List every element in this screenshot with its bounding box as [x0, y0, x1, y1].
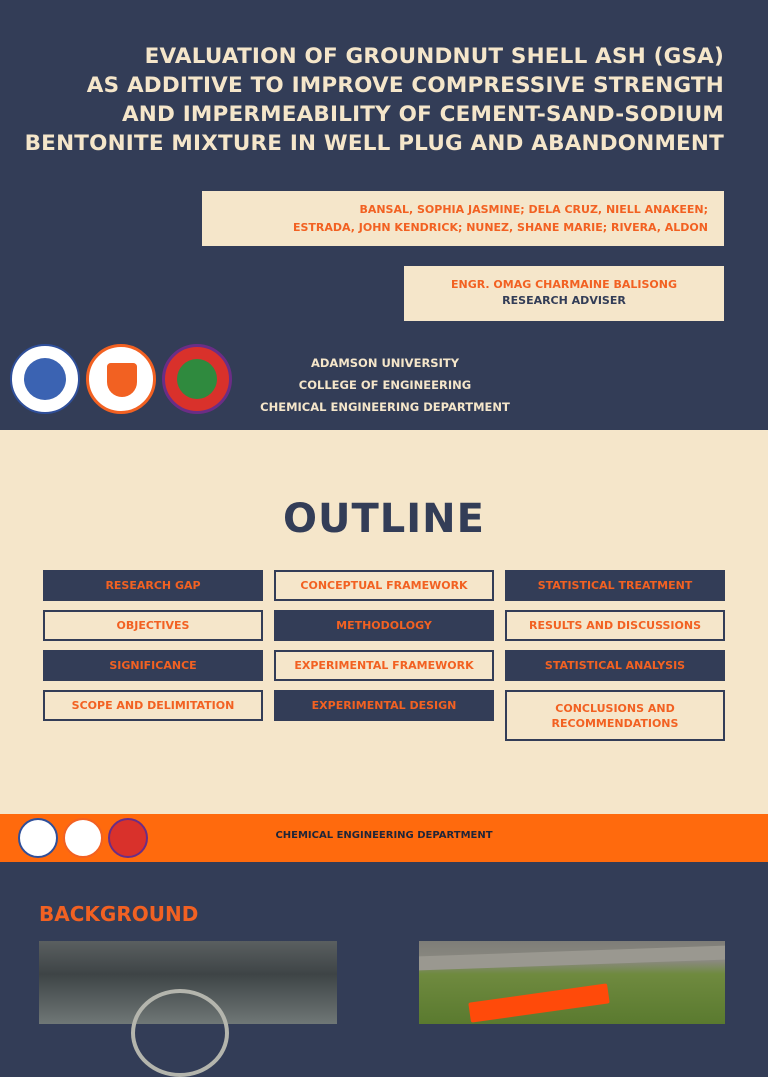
department-label: CHEMICAL ENGINEERING DEPARTMENT [275, 830, 493, 841]
outline-item-statistical-treatment[interactable]: STATISTICAL TREATMENT [505, 570, 725, 601]
title-line: AND IMPERMEABILITY OF CEMENT-SAND-SODIUM [121, 102, 724, 127]
adamson-university-seal-icon [18, 818, 58, 858]
outline-item-research-gap[interactable]: RESEARCH GAP [43, 570, 263, 601]
authors-line: BANSAL, SOPHIA JASMINE; DELA CRUZ, NIELL ANAKEEN; [359, 203, 708, 216]
outline-item-experimental-design[interactable]: EXPERIMENTAL DESIGN [274, 690, 494, 721]
institution-line: COLLEGE OF ENGINEERING [298, 378, 472, 392]
cover-slide [0, 0, 768, 430]
outline-item-conceptual-framework[interactable]: CONCEPTUAL FRAMEWORK [274, 570, 494, 601]
title-line: EVALUATION OF GROUNDNUT SHELL ASH (GSA) [144, 44, 724, 69]
college-of-engineering-seal-icon [86, 344, 156, 414]
outline-item-significance[interactable]: SIGNIFICANCE [43, 650, 263, 681]
institution-block [240, 352, 530, 418]
outline-item-methodology[interactable]: METHODOLOGY [274, 610, 494, 641]
outline-item-objectives[interactable]: OBJECTIVES [43, 610, 263, 641]
outline-item-conclusions-and-recommendations[interactable]: CONCLUSIONS AND RECOMMENDATIONS [505, 690, 725, 741]
background-slide [0, 862, 768, 1024]
field-barrier-photo [419, 941, 725, 1024]
adamson-university-seal-icon [10, 344, 80, 414]
college-of-engineering-seal-icon [63, 818, 103, 858]
institution-line: ADAMSON UNIVERSITY [310, 356, 460, 370]
adviser-box [404, 266, 724, 321]
outline-item-scope-and-delimitation[interactable]: SCOPE AND DELIMITATION [43, 690, 263, 721]
background-title: BACKGROUND [39, 902, 199, 926]
chemical-engineering-seal-icon [162, 344, 232, 414]
authors-box [202, 191, 724, 246]
outline-item-experimental-framework[interactable]: EXPERIMENTAL FRAMEWORK [274, 650, 494, 681]
well-photo [39, 941, 337, 1024]
title-line: BENTONITE MIXTURE IN WELL PLUG AND ABANDONMENT [24, 131, 724, 156]
title-line: AS ADDITIVE TO IMPROVE COMPRESSIVE STRENGTH [86, 73, 724, 98]
logo-row [10, 344, 232, 416]
authors-line: ESTRADA, JOHN KENDRICK; NUNEZ, SHANE MARIE; RIVERA, ALDON [292, 221, 708, 234]
chemical-engineering-seal-icon [108, 818, 148, 858]
outline-item-statistical-analysis[interactable]: STATISTICAL ANALYSIS [505, 650, 725, 681]
institution-line: CHEMICAL ENGINEERING DEPARTMENT [260, 400, 510, 414]
presentation-title [24, 42, 724, 158]
outline-slide [0, 430, 768, 814]
outline-item-results-and-discussions[interactable]: RESULTS AND DISCUSSIONS [505, 610, 725, 641]
outline-title: OUTLINE [283, 496, 485, 542]
adviser-name: ENGR. OMAG CHARMAINE BALISONG [451, 278, 677, 291]
adviser-role: RESEARCH ADVISER [502, 294, 626, 307]
department-band [0, 814, 768, 862]
